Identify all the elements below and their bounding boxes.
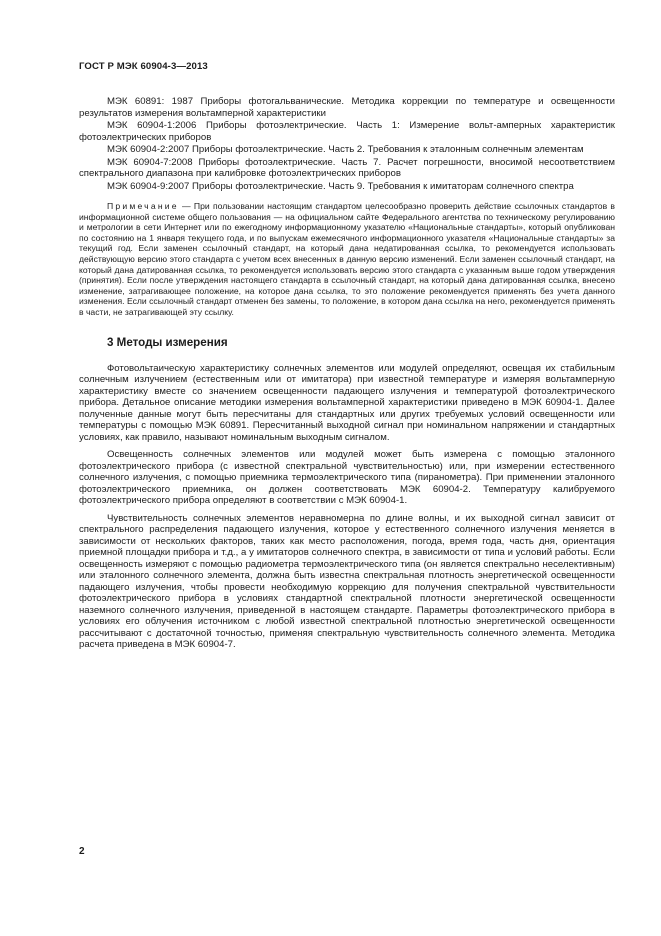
- references-list: [79, 96, 615, 192]
- section-paragraph: Освещенность солнечных элементов или модулей может быть измерена с помощью эталонного фотоэлектрического прибора (с известной спектральной чувствительностью) или, при измерении естественного солнечного излучения, с помощью приемника термоэлектрического типа (пиранометра). При применении эталонного фотоэлектрического приемника, он должен соответствовать МЭК 60904-2. Температуру калибруемого фотоэлектрического прибора определяют в соответствии с МЭК 60904-1.: [79, 449, 615, 507]
- document-header: ГОСТ Р МЭК 60904-3—2013: [79, 61, 208, 72]
- reference-item: МЭК 60891: 1987 Приборы фотогальванические. Методика коррекции по температуре и освещенности результатов измерения вольтамперной характеристики: [79, 96, 615, 119]
- section-heading: 3 Методы измерения: [107, 335, 228, 349]
- section-paragraph: Чувствительность солнечных элементов неравномерна по длине волны, и их выходной сигнал зависит от спектрального распределения падающего излучения, которое у естественного солнечного излучения меняется в зависимости от нескольких факторов, таких как место расположения, погода, время года, часть дня, ориентация приемной площадки прибора и т.д., а у имитаторов солнечного спектра, в зависимости от типа и условий работы. Если освещенность измеряют с помощью радиометра термоэлектрического типа (он является спектрально неселективным) или эталонного солнечного элемента, должна быть известна спектральная плотность энергетической освещенности падающего излучения, чтобы провести необходимую коррекцию для получения спектральной чувствительности фотоэлектрического прибора в условиях стандартной спектральной плотности энергетической освещенности наземного солнечного излучения, приведенной в настоящем стандарте. Параметры фотоэлектрического прибора в условиях его облучения источником с любой известной спектральной плотностью энергетической освещенности рассчитывают с достаточной точностью, применяя спектральную чувствительность солнечного элемента. Методика расчета приведена в МЭК 60904-7.: [79, 512, 615, 651]
- section-paragraph: Фотовольтаическую характеристику солнечных элементов или модулей определяют, освещая их стабильным солнечным излучением (естественным или от имитатора) при известной температуре и измеряя вольтамперную характеристику вместе со значением освещенности падающего излучения и температурой фотоэлектрического прибора. Детальное описание методики измерения вольтамперной характеристики приведено в МЭК 60904-1. Далее полученные данные могут быть пересчитаны для стандартных или других требуемых условий освещенности или температуры с помощью МЭК 60891. Пересчитанный выходной сигнал при номинальном напряжении и стандартных условиях, как правило, называют номинальным выходным сигналом.: [79, 362, 615, 443]
- page-number: 2: [79, 846, 85, 857]
- reference-item: МЭК 60904-1:2006 Приборы фотоэлектрические. Часть 1: Измерение вольт-амперных характеристик фотоэлектрических приборов: [79, 120, 615, 143]
- reference-item: МЭК 60904-9:2007 Приборы фотоэлектрические. Часть 9. Требования к имитаторам солнечного спектра: [107, 180, 574, 192]
- note-block: [79, 201, 615, 318]
- note-text: — При пользовании настоящим стандартом целесообразно проверить действие ссылочных стандартов в информационной системе общего пользования — на официальном сайте Федерального агентства по техническому регулированию и метрологии в сети Интернет или по ежегодному информационному указателю «Национальные стандарты», который опубликован по состоянию на 1 января текущего года, и по выпускам ежемесячного информационного указателя «Национальные стандарты» за текущий год. Если заменен ссылочный стандарт, на который дана недатированная ссылка, то рекомендуется использовать действующую версию этого стандарта с учетом всех внесенных в данную версию изменений. Если заменен ссылочный стандарт, на который дана датированная ссылка, то рекомендуется использовать версию этого стандарта с указанным выше годом утверждения (принятия). Если после утверждения настоящего стандарта в ссылочный стандарт, на который дана датированная ссылка, внесено изменение, затрагивающее положение, на которое дана ссылка, то это положение рекомендуется применять без учета данного изменения. Если ссылочный стандарт отменен без замены, то положение, в котором дана ссылка на него, рекомендуется применять в части, не затрагивающей эту ссылку.: [79, 201, 615, 317]
- reference-item: МЭК 60904-2:2007 Приборы фотоэлектрические. Часть 2. Требования к эталонным солнечным элементам: [107, 144, 584, 155]
- reference-item: МЭК 60904-7:2008 Приборы фотоэлектрические. Часть 7. Расчет погрешности, вносимой несоответствием спектрального диапазона при калибровке фотоэлектрических приборов: [79, 156, 615, 179]
- note-label: Примечание: [107, 201, 179, 211]
- document-body: [79, 96, 615, 657]
- section-body: [79, 363, 615, 651]
